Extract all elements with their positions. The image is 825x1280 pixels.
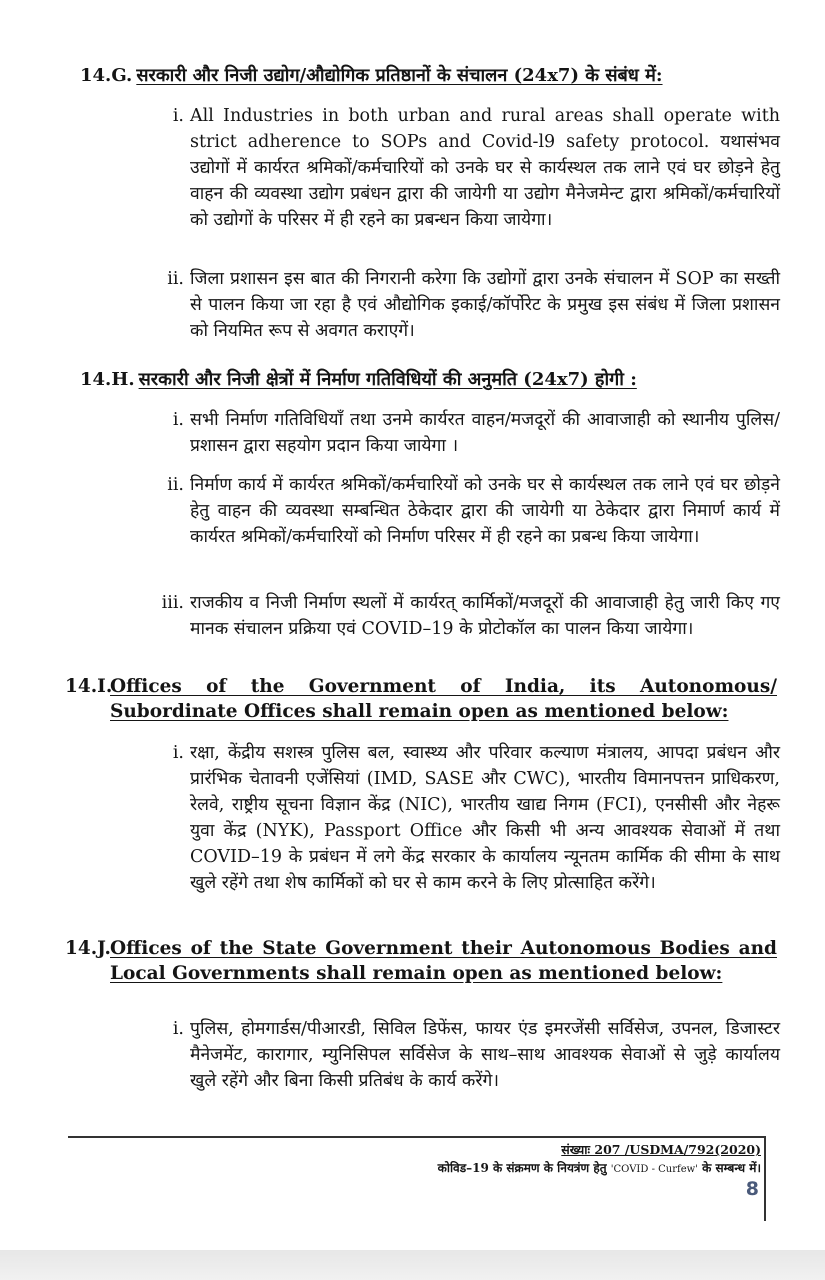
- section-title: Offices of the State Government their Autonomous Bodies and Local Governments shall remain open as mentioned below:: [110, 938, 777, 984]
- section-number: 14.H.: [80, 369, 135, 390]
- section-heading-14g: [80, 64, 663, 88]
- reference-number: संख्याः 207 /USDMA/792(2020): [561, 1142, 761, 1157]
- item-numeral: i.: [172, 106, 184, 126]
- section-title: Offices of the Government of India, its Autonomous/ Subordinate Offices shall remain open as mentioned below:: [110, 676, 777, 722]
- item-text: पुलिस, होमगार्डस/पीआरडी, सिविल डिफेंस, फायर एंड इमरजेंसी सर्विसेज, उपनल, डिजास्टर मैनेजमेंट, कारागार, म्युनिसिपल सर्विसेज के साथ–साथ आवश्यक सेवाओं से जुड़े कार्यालय खुले रहेंगे और बिना किसी प्रतिबंध के कार्य करेंगे।: [190, 1019, 780, 1091]
- item-text: राजकीय व निजी निर्माण स्थलों में कार्यरत् कार्मिकों/मजदूरों की आवाजाही हेतु जारी किए गए मानक संचालन प्रक्रिया एवं COVID–19 के प्रोटोकॉल का पालन किया जायेगा।: [190, 593, 780, 639]
- section-title: सरकारी और निजी उद्योग/औद्योगिक प्रतिष्ठानों के संचालन (24x7) के संबंध में:: [136, 65, 663, 86]
- item-text: सभी निर्माण गतिविधियाँ तथा उनमे कार्यरत वाहन/मजदूरों की आवाजाही को स्थानीय पुलिस/प्रशासन द्वारा सहयोग प्रदान किया जायेगा ।: [190, 410, 780, 456]
- page-number: 8: [745, 1178, 759, 1200]
- section-number: 14.J.: [65, 938, 111, 959]
- footer-divider: [68, 1136, 765, 1138]
- footer-vertical-rule: [764, 1136, 766, 1221]
- footer-subject-prefix: कोविड–19 के संक्रमण के नियत्रंण हेतु: [437, 1161, 607, 1175]
- section-heading-14i: [65, 674, 777, 724]
- item-numeral: iii.: [161, 593, 184, 613]
- item-numeral: ii.: [167, 475, 184, 495]
- section-number: 14.I.: [65, 676, 113, 697]
- item-text: निर्माण कार्य में कार्यरत श्रमिकों/कर्मचारियों को उनके घर से कार्यस्थल तक लाने एवं घर छोड़ने हेतु वाहन की व्यवस्था सम्बन्धित ठेकेदार द्वारा की जायेगी या ठेकेदार द्वारा निमार्ण कार्य में कार्यरत श्रमिकों/कर्मचारियों को निर्माण परिसर में ही रहने का प्रबन्ध किया जायेगा।: [190, 475, 780, 547]
- section-number: 14.G.: [80, 65, 133, 86]
- footer-subject: [438, 1160, 761, 1178]
- section-heading-14j: [65, 936, 777, 986]
- footer-subject-quote: 'COVID - Curfew': [610, 1164, 698, 1175]
- section-title: सरकारी और निजी क्षेत्रों में निर्माण गतिविधियों की अनुमति (24x7) होगी :: [138, 369, 637, 390]
- item-numeral: ii.: [167, 269, 184, 289]
- section-heading-14h: [80, 368, 637, 392]
- item-text: जिला प्रशासन इस बात की निगरानी करेगा कि उद्योगों द्वारा उनके संचालन में SOP का सख्ती से पालन किया जा रहा है एवं औद्योगिक इकाई/कॉर्पोरेट के प्रमुख इस संबंध में जिला प्रशासन को नियमित रूप से अवगत कराएगें।: [190, 269, 780, 341]
- footer-subject-suffix: के सम्बन्ध में।: [702, 1161, 761, 1175]
- item-numeral: i.: [172, 1019, 184, 1039]
- item-numeral: i.: [172, 743, 184, 763]
- viewer-bottom-bar: [0, 1250, 825, 1280]
- item-text: All Industries in both urban and rural areas shall operate with strict adherence to SOPs and Covid-l9 safety protocol. यथासंभव उद्योगों में कार्यरत श्रमिकों/कर्मचारियों को उनके घर से कार्यस्थल तक लाने एवं घर छोड़ने हेतु वाहन की व्यवस्था उद्योग प्रबंधन द्वारा की जायेगी या उद्योग मैनेजमेन्ट द्वारा श्रमिकों/कर्मचारियों को उद्योगों के परिसर में ही रहने का प्रबन्धन किया जायेगा।: [190, 106, 780, 230]
- item-numeral: i.: [172, 410, 184, 430]
- item-text: रक्षा, केंद्रीय सशस्त्र पुलिस बल, स्वास्थ्य और परिवार कल्याण मंत्रालय, आपदा प्रबंधन और प्रारंभिक चेतावनी एजेंसियां (IMD, SASE और CWC), भारतीय विमानपत्तन प्राधिकरण, रेलवे, राष्ट्रीय सूचना विज्ञान केंद्र (NIC), भारतीय खाद्य निगम (FCI), एनसीसी और नेहरू युवा केंद्र (NYK), Passport Office और किसी भी अन्य आवश्यक सेवाओं में तथा COVID–19 के प्रबंधन में लगे केंद्र सरकार के कार्यालय न्यूनतम कार्मिक की सीमा के साथ खुले रहेंगे तथा शेष कार्मिकों को घर से काम करने के लिए प्रोत्साहित करेंगे।: [190, 743, 780, 893]
